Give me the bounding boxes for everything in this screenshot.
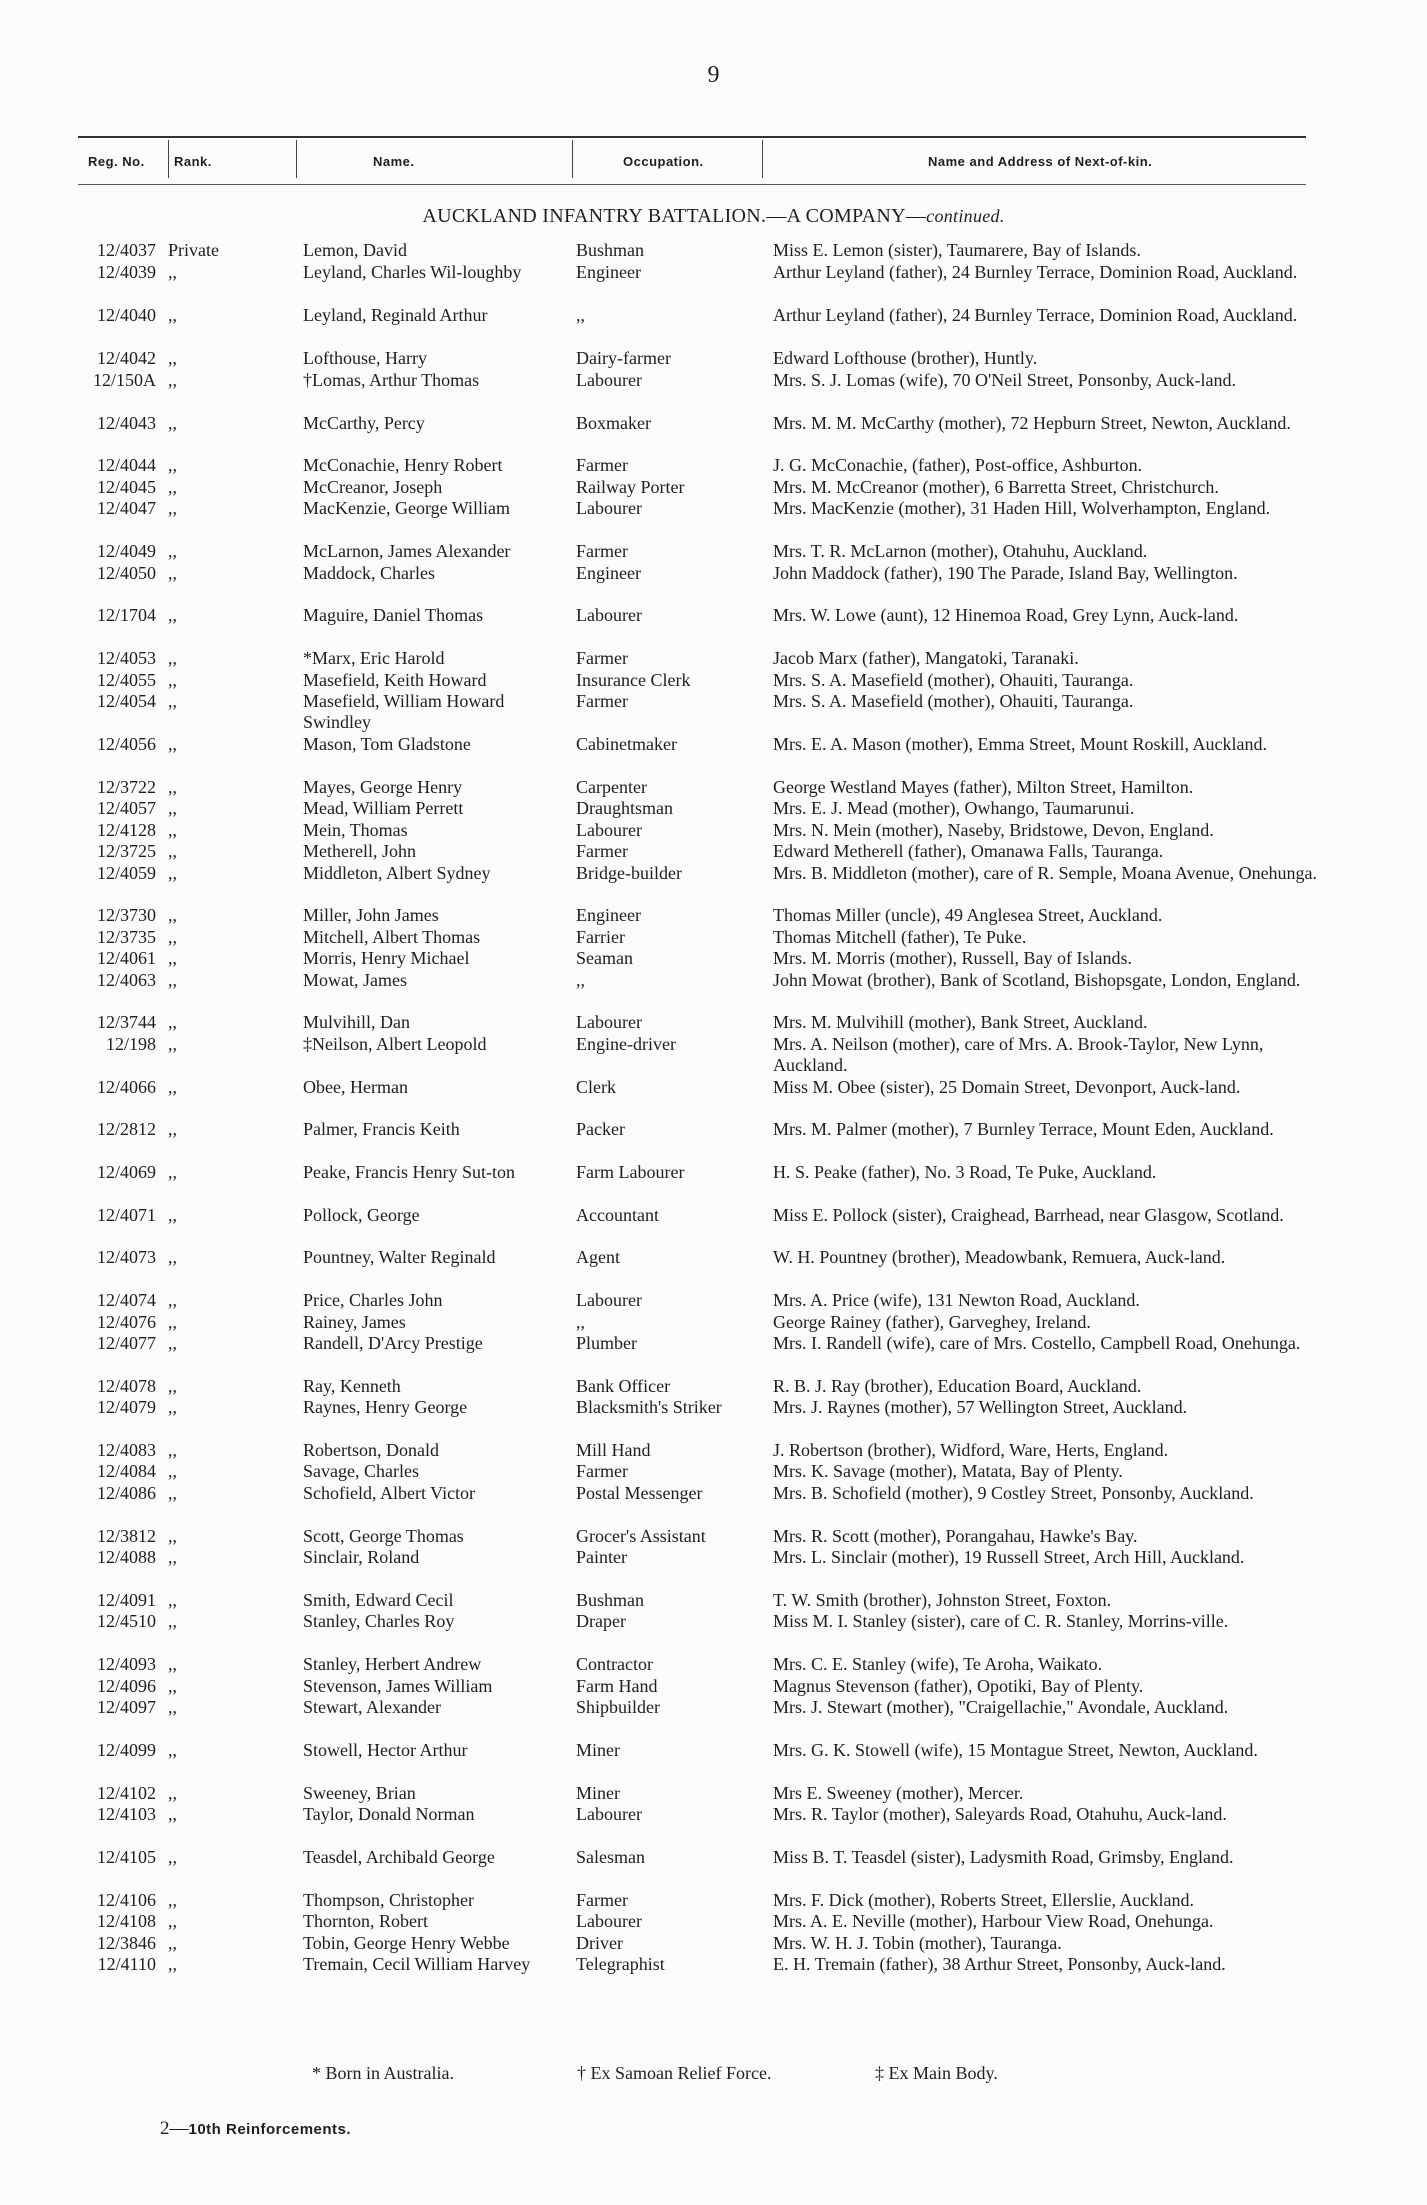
rank: ,, — [168, 777, 177, 797]
next-of-kin: Miss E. Lemon (sister), Taumarere, Bay of Islands. — [773, 240, 1141, 260]
reg-number: 12/4097 — [96, 1697, 156, 1717]
rank: ,, — [168, 798, 177, 818]
occupation: Engineer — [576, 262, 641, 282]
header-reg: Reg. No. — [88, 154, 145, 169]
rank: ,, — [168, 1676, 177, 1696]
reg-number: 12/4045 — [96, 477, 156, 497]
reg-number: 12/3744 — [96, 1012, 156, 1032]
rank: ,, — [168, 863, 177, 883]
next-of-kin: Miss M. Obee (sister), 25 Domain Street, Devonport, Auck-land. — [773, 1077, 1241, 1097]
occupation: Carpenter — [576, 777, 647, 797]
soldier-name: Robertson, Donald — [303, 1440, 439, 1460]
reg-number: 12/4057 — [96, 798, 156, 818]
rank: ,, — [168, 1077, 177, 1097]
soldier-name: Tobin, George Henry Webbe — [303, 1933, 510, 1953]
occupation: Insurance Clerk — [576, 670, 691, 690]
occupation: Farmer — [576, 841, 628, 861]
reg-number: 12/4059 — [96, 863, 156, 883]
soldier-name: Stevenson, James William — [303, 1676, 493, 1696]
rank: ,, — [168, 498, 177, 518]
soldier-name: Price, Charles John — [303, 1290, 443, 1310]
next-of-kin: Mrs. W. H. J. Tobin (mother), Tauranga. — [773, 1933, 1062, 1953]
soldier-name: Mayes, George Henry — [303, 777, 463, 797]
next-of-kin: Mrs. J. Stewart (mother), "Craigellachie," Avondale, Auckland. — [773, 1697, 1229, 1717]
reg-number: 12/3735 — [96, 927, 156, 947]
reg-number: 12/4091 — [96, 1590, 156, 1610]
footnote-main-body: ‡ Ex Main Body. — [875, 2063, 998, 2083]
next-of-kin: T. W. Smith (brother), Johnston Street, Foxton. — [773, 1590, 1112, 1610]
occupation: Dairy-farmer — [576, 348, 671, 368]
next-of-kin: Mrs. T. R. McLarnon (mother), Otahuhu, Auckland. — [773, 541, 1148, 561]
reg-number: 12/4083 — [96, 1440, 156, 1460]
rank: ,, — [168, 348, 177, 368]
occupation: Railway Porter — [576, 477, 685, 497]
next-of-kin: John Maddock (father), 190 The Parade, Island Bay, Wellington. — [773, 563, 1238, 583]
next-of-kin: Mrs. G. K. Stowell (wife), 15 Montague Street, Newton, Auckland. — [773, 1740, 1258, 1760]
reg-number: 12/3846 — [96, 1933, 156, 1953]
rank: ,, — [168, 841, 177, 861]
rank: ,, — [168, 1205, 177, 1225]
occupation: Draughtsman — [576, 798, 673, 818]
rank: ,, — [168, 1954, 177, 1974]
occupation: Grocer's Assistant — [576, 1526, 706, 1546]
soldier-name: Morris, Henry Michael — [303, 948, 470, 968]
occupation: Accountant — [576, 1205, 659, 1225]
soldier-name: MacKenzie, George William — [303, 498, 511, 518]
soldier-name: Tremain, Cecil William Harvey — [303, 1954, 531, 1974]
header-rank: Rank. — [174, 154, 212, 169]
rank: Private — [168, 240, 219, 260]
next-of-kin: Mrs. E. A. Mason (mother), Emma Street, Mount Roskill, Auckland. — [773, 734, 1267, 754]
occupation: Farm Labourer — [576, 1162, 685, 1182]
rank: ,, — [168, 970, 177, 990]
occupation: Boxmaker — [576, 413, 651, 433]
soldier-name: Mason, Tom Gladstone — [303, 734, 471, 754]
reg-number: 12/4078 — [96, 1376, 156, 1396]
occupation: Driver — [576, 1933, 623, 1953]
reg-number: 12/4054 — [96, 691, 156, 711]
soldier-name: Ray, Kenneth — [303, 1376, 401, 1396]
soldier-name: Stewart, Alexander — [303, 1697, 441, 1717]
soldier-name: Maguire, Daniel Thomas — [303, 605, 484, 625]
top-rule — [78, 136, 1306, 138]
header-name: Name. — [373, 154, 415, 169]
reg-number: 12/150A — [93, 370, 156, 390]
soldier-name: Schofield, Albert Victor — [303, 1483, 476, 1503]
reg-number: 12/4055 — [96, 670, 156, 690]
soldier-name: McLarnon, James Alexander — [303, 541, 511, 561]
occupation: Farmer — [576, 455, 628, 475]
reg-number: 12/4077 — [96, 1333, 156, 1353]
reg-number: 12/4105 — [96, 1847, 156, 1867]
occupation: Packer — [576, 1119, 625, 1139]
occupation: Painter — [576, 1547, 627, 1567]
table-header — [78, 146, 1306, 176]
next-of-kin: Mrs. R. Taylor (mother), Saleyards Road, Otahuhu, Auck-land. — [773, 1804, 1227, 1824]
occupation: Shipbuilder — [576, 1697, 660, 1717]
occupation: Farmer — [576, 1890, 628, 1910]
reg-number: 12/3722 — [96, 777, 156, 797]
soldier-name: Leyland, Reginald Arthur — [303, 305, 488, 325]
soldier-name: Lemon, David — [303, 240, 407, 260]
column-divider — [572, 140, 573, 178]
footer-label: 10th Reinforcements. — [188, 2121, 352, 2138]
reg-number: 12/4040 — [96, 305, 156, 325]
soldier-name: Leyland, Charles Wil-loughby — [303, 262, 522, 282]
soldier-name: Obee, Herman — [303, 1077, 408, 1097]
rank: ,, — [168, 413, 177, 433]
footer-number: 2— — [160, 2118, 189, 2139]
rank: ,, — [168, 1783, 177, 1803]
occupation: Farm Hand — [576, 1676, 658, 1696]
occupation: Labourer — [576, 1290, 642, 1310]
reg-number: 12/4069 — [96, 1162, 156, 1182]
reg-number: 12/4049 — [96, 541, 156, 561]
soldier-name: McConachie, Henry Robert — [303, 455, 503, 475]
next-of-kin: Mrs. M. Palmer (mother), 7 Burnley Terrace, Mount Eden, Auckland. — [773, 1119, 1274, 1139]
soldier-name: Smith, Edward Cecil — [303, 1590, 454, 1610]
column-divider — [762, 140, 763, 178]
rank: ,, — [168, 1290, 177, 1310]
next-of-kin: Edward Lofthouse (brother), Huntly. — [773, 348, 1038, 368]
next-of-kin: Mrs. S. A. Masefield (mother), Ohauiti, Tauranga. — [773, 670, 1134, 690]
occupation: Farmer — [576, 691, 628, 711]
next-of-kin: Mrs. M. M. McCarthy (mother), 72 Hepburn Street, Newton, Auckland. — [773, 413, 1291, 433]
occupation: Salesman — [576, 1847, 645, 1867]
next-of-kin: Miss E. Pollock (sister), Craighead, Barrhead, near Glasgow, Scotland. — [773, 1205, 1284, 1225]
rank: ,, — [168, 691, 177, 711]
reg-number: 12/4050 — [96, 563, 156, 583]
soldier-name: Palmer, Francis Keith — [303, 1119, 460, 1139]
occupation: Seaman — [576, 948, 633, 968]
soldier-name: Peake, Francis Henry Sut-ton — [303, 1162, 515, 1182]
soldier-name: Thompson, Christopher — [303, 1890, 474, 1910]
soldier-name: Stanley, Charles Roy — [303, 1611, 455, 1631]
column-divider — [296, 140, 297, 178]
rank: ,, — [168, 1611, 177, 1631]
next-of-kin: J. Robertson (brother), Widford, Ware, Herts, England. — [773, 1440, 1169, 1460]
reg-number: 12/3725 — [96, 841, 156, 861]
next-of-kin: Mrs. A. Price (wife), 131 Newton Road, Auckland. — [773, 1290, 1140, 1310]
rank: ,, — [168, 948, 177, 968]
occupation: Miner — [576, 1783, 620, 1803]
next-of-kin: Arthur Leyland (father), 24 Burnley Terrace, Dominion Road, Auckland. — [773, 262, 1298, 282]
occupation: Clerk — [576, 1077, 616, 1097]
next-of-kin: Mrs. M. Mulvihill (mother), Bank Street, Auckland. — [773, 1012, 1148, 1032]
next-of-kin: Mrs. C. E. Stanley (wife), Te Aroha, Waikato. — [773, 1654, 1103, 1674]
occupation: Engineer — [576, 563, 641, 583]
header-occupation: Occupation. — [623, 154, 704, 169]
next-of-kin: Mrs. E. J. Mead (mother), Owhango, Taumarunui. — [773, 798, 1135, 818]
occupation: Telegraphist — [576, 1954, 665, 1974]
next-of-kin: Arthur Leyland (father), 24 Burnley Terrace, Dominion Road, Auckland. — [773, 305, 1298, 325]
next-of-kin: Mrs E. Sweeney (mother), Mercer. — [773, 1783, 1024, 1803]
soldier-name: Lofthouse, Harry — [303, 348, 427, 368]
soldier-name: Mead, William Perrett — [303, 798, 464, 818]
occupation: Farmer — [576, 1461, 628, 1481]
reg-number: 12/4053 — [96, 648, 156, 668]
rank: ,, — [168, 1911, 177, 1931]
next-of-kin: J. G. McConachie, (father), Post-office, Ashburton. — [773, 455, 1143, 475]
rank: ,, — [168, 1590, 177, 1610]
occupation: Contractor — [576, 1654, 653, 1674]
next-of-kin: George Westland Mayes (father), Milton Street, Hamilton. — [773, 777, 1194, 797]
rank: ,, — [168, 905, 177, 925]
column-divider — [168, 140, 169, 178]
next-of-kin: Mrs. A. E. Neville (mother), Harbour View Road, Onehunga. — [773, 1911, 1214, 1931]
occupation: Labourer — [576, 1012, 642, 1032]
reg-number: 12/1704 — [96, 605, 156, 625]
header-kin: Name and Address of Next-of-kin. — [928, 154, 1153, 169]
reg-number: 12/4043 — [96, 413, 156, 433]
rank: ,, — [168, 1312, 177, 1332]
rank: ,, — [168, 820, 177, 840]
section-continued: continued. — [926, 206, 1005, 226]
occupation: Engineer — [576, 905, 641, 925]
occupation: ,, — [576, 970, 585, 990]
soldier-name: Teasdel, Archibald George — [303, 1847, 495, 1867]
reg-number: 12/4066 — [96, 1077, 156, 1097]
occupation: Labourer — [576, 605, 642, 625]
reg-number: 12/4039 — [96, 262, 156, 282]
rank: ,, — [168, 734, 177, 754]
soldier-name: Miller, John James — [303, 905, 439, 925]
rank: ,, — [168, 1740, 177, 1760]
occupation: Postal Messenger — [576, 1483, 703, 1503]
occupation: Agent — [576, 1247, 620, 1267]
next-of-kin: H. S. Peake (father), No. 3 Road, Te Puke, Auckland. — [773, 1162, 1157, 1182]
next-of-kin: Thomas Mitchell (father), Te Puke. — [773, 927, 1027, 947]
reg-number: 12/3812 — [96, 1526, 156, 1546]
soldier-name: *Marx, Eric Harold — [303, 648, 445, 668]
soldier-name: Pountney, Walter Reginald — [303, 1247, 496, 1267]
rank: ,, — [168, 1247, 177, 1267]
footnote-born-australia: * Born in Australia. — [312, 2063, 454, 2083]
occupation: Labourer — [576, 820, 642, 840]
next-of-kin: Mrs. L. Sinclair (mother), 19 Russell Street, Arch Hill, Auckland. — [773, 1547, 1245, 1567]
soldier-name: Masefield, William Howard Swindley — [303, 691, 505, 732]
soldier-name: Sweeney, Brian — [303, 1783, 416, 1803]
rank: ,, — [168, 1397, 177, 1417]
next-of-kin: R. B. J. Ray (brother), Education Board, Auckland. — [773, 1376, 1142, 1396]
soldier-name: Stanley, Herbert Andrew — [303, 1654, 482, 1674]
occupation: Bushman — [576, 240, 645, 260]
page-footer — [160, 2118, 351, 2140]
reg-number: 12/4084 — [96, 1461, 156, 1481]
occupation: Labourer — [576, 370, 642, 390]
reg-number: 12/4079 — [96, 1397, 156, 1417]
rank: ,, — [168, 1697, 177, 1717]
rank: ,, — [168, 1440, 177, 1460]
occupation: Cabinetmaker — [576, 734, 677, 754]
soldier-name: Mowat, James — [303, 970, 407, 990]
reg-number: 12/4108 — [96, 1911, 156, 1931]
reg-number: 12/4047 — [96, 498, 156, 518]
next-of-kin: Mrs. M. McCreanor (mother), 6 Barretta Street, Christchurch. — [773, 477, 1219, 497]
soldier-name: Pollock, George — [303, 1205, 420, 1225]
reg-number: 12/4096 — [96, 1676, 156, 1696]
reg-number: 12/4106 — [96, 1890, 156, 1910]
reg-number: 12/4102 — [96, 1783, 156, 1803]
occupation: Draper — [576, 1611, 626, 1631]
occupation: Labourer — [576, 1804, 642, 1824]
rank: ,, — [168, 305, 177, 325]
section-title-text: AUCKLAND INFANTRY BATTALION.—A COMPANY— — [422, 205, 927, 227]
next-of-kin: Mrs. R. Scott (mother), Porangahau, Hawke's Bay. — [773, 1526, 1138, 1546]
reg-number: 12/3730 — [96, 905, 156, 925]
rank: ,, — [168, 1376, 177, 1396]
occupation: Blacksmith's Striker — [576, 1397, 722, 1417]
next-of-kin: Mrs. S. A. Masefield (mother), Ohauiti, Tauranga. — [773, 691, 1134, 711]
rank: ,, — [168, 648, 177, 668]
rank: ,, — [168, 1461, 177, 1481]
soldier-name: Stowell, Hector Arthur — [303, 1740, 468, 1760]
reg-number: 12/2812 — [96, 1119, 156, 1139]
rank: ,, — [168, 1119, 177, 1139]
reg-number: 12/4042 — [96, 348, 156, 368]
reg-number: 12/198 — [105, 1034, 156, 1054]
soldier-name: ‡Neilson, Albert Leopold — [303, 1034, 487, 1054]
rank: ,, — [168, 477, 177, 497]
rank: ,, — [168, 1034, 177, 1054]
footnote-samoan-relief: † Ex Samoan Relief Force. — [577, 2063, 772, 2083]
next-of-kin: Mrs. S. J. Lomas (wife), 70 O'Neil Street, Ponsonby, Auck-land. — [773, 370, 1237, 390]
next-of-kin: Mrs. F. Dick (mother), Roberts Street, Ellerslie, Auckland. — [773, 1890, 1194, 1910]
occupation: Labourer — [576, 1911, 642, 1931]
occupation: Engine-driver — [576, 1034, 676, 1054]
reg-number: 12/4061 — [96, 948, 156, 968]
soldier-name: Rainey, James — [303, 1312, 406, 1332]
next-of-kin: Thomas Miller (uncle), 49 Anglesea Street, Auckland. — [773, 905, 1163, 925]
reg-number: 12/4128 — [96, 820, 156, 840]
occupation: Bank Officer — [576, 1376, 671, 1396]
occupation: Miner — [576, 1740, 620, 1760]
occupation: Bushman — [576, 1590, 645, 1610]
rank: ,, — [168, 927, 177, 947]
reg-number: 12/4103 — [96, 1804, 156, 1824]
next-of-kin: Mrs. B. Middleton (mother), care of R. Semple, Moana Avenue, Onehunga. — [773, 863, 1318, 883]
rank: ,, — [168, 1847, 177, 1867]
section-title — [0, 205, 1427, 228]
header-rule — [78, 184, 1306, 185]
occupation: ,, — [576, 305, 585, 325]
soldier-name: McCreanor, Joseph — [303, 477, 443, 497]
rank: ,, — [168, 455, 177, 475]
soldier-name: Savage, Charles — [303, 1461, 419, 1481]
soldier-name: Scott, George Thomas — [303, 1526, 464, 1546]
soldier-name: Thornton, Robert — [303, 1911, 428, 1931]
rank: ,, — [168, 1162, 177, 1182]
reg-number: 12/4037 — [96, 240, 156, 260]
next-of-kin: Mrs. B. Schofield (mother), 9 Costley Street, Ponsonby, Auckland. — [773, 1483, 1254, 1503]
soldier-name: Mitchell, Albert Thomas — [303, 927, 481, 947]
rank: ,, — [168, 1890, 177, 1910]
next-of-kin: E. H. Tremain (father), 38 Arthur Street, Ponsonby, Auck-land. — [773, 1954, 1226, 1974]
soldier-name: Maddock, Charles — [303, 563, 435, 583]
next-of-kin: Mrs. J. Raynes (mother), 57 Wellington Street, Auckland. — [773, 1397, 1188, 1417]
reg-number: 12/4073 — [96, 1247, 156, 1267]
occupation: Labourer — [576, 498, 642, 518]
soldier-name: Mein, Thomas — [303, 820, 408, 840]
reg-number: 12/4099 — [96, 1740, 156, 1760]
soldier-name: Sinclair, Roland — [303, 1547, 420, 1567]
occupation: Farmer — [576, 648, 628, 668]
rank: ,, — [168, 1933, 177, 1953]
next-of-kin: Mrs. A. Neilson (mother), care of Mrs. A. Brook-Taylor, New Lynn, Auckland. — [773, 1034, 1264, 1075]
rank: ,, — [168, 1333, 177, 1353]
next-of-kin: George Rainey (father), Garveghey, Ireland. — [773, 1312, 1091, 1332]
next-of-kin: Jacob Marx (father), Mangatoki, Taranaki. — [773, 648, 1079, 668]
soldier-name: Taylor, Donald Norman — [303, 1804, 475, 1824]
next-of-kin: Magnus Stevenson (father), Opotiki, Bay of Plenty. — [773, 1676, 1144, 1696]
next-of-kin: Mrs. M. Morris (mother), Russell, Bay of Islands. — [773, 948, 1132, 968]
next-of-kin: Edward Metherell (father), Omanawa Falls, Tauranga. — [773, 841, 1164, 861]
reg-number: 12/4093 — [96, 1654, 156, 1674]
occupation: Farrier — [576, 927, 625, 947]
soldier-name: Middleton, Albert Sydney — [303, 863, 491, 883]
reg-number: 12/4088 — [96, 1547, 156, 1567]
reg-number: 12/4044 — [96, 455, 156, 475]
soldier-name: Mulvihill, Dan — [303, 1012, 410, 1032]
soldier-name: Metherell, John — [303, 841, 416, 861]
occupation: Farmer — [576, 541, 628, 561]
rank: ,, — [168, 563, 177, 583]
next-of-kin: Miss B. T. Teasdel (sister), Ladysmith Road, Grimsby, England. — [773, 1847, 1234, 1867]
rank: ,, — [168, 670, 177, 690]
next-of-kin: Mrs. K. Savage (mother), Matata, Bay of Plenty. — [773, 1461, 1123, 1481]
soldier-name: Raynes, Henry George — [303, 1397, 468, 1417]
page-number: 9 — [707, 62, 720, 88]
rank: ,, — [168, 262, 177, 282]
next-of-kin: Mrs. N. Mein (mother), Naseby, Bridstowe, Devon, England. — [773, 820, 1214, 840]
rank: ,, — [168, 1483, 177, 1503]
rank: ,, — [168, 605, 177, 625]
reg-number: 12/4110 — [97, 1954, 156, 1974]
reg-number: 12/4071 — [96, 1205, 156, 1225]
next-of-kin: W. H. Pountney (brother), Meadowbank, Remuera, Auck-land. — [773, 1247, 1226, 1267]
next-of-kin: Mrs. MacKenzie (mother), 31 Haden Hill, Wolverhampton, England. — [773, 498, 1271, 518]
reg-number: 12/4074 — [96, 1290, 156, 1310]
soldier-name: †Lomas, Arthur Thomas — [303, 370, 480, 390]
soldier-name: Masefield, Keith Howard — [303, 670, 487, 690]
reg-number: 12/4056 — [96, 734, 156, 754]
reg-number: 12/4510 — [96, 1611, 156, 1631]
next-of-kin: Mrs. W. Lowe (aunt), 12 Hinemoa Road, Grey Lynn, Auck-land. — [773, 605, 1239, 625]
reg-number: 12/4086 — [96, 1483, 156, 1503]
occupation: Mill Hand — [576, 1440, 651, 1460]
rank: ,, — [168, 1547, 177, 1567]
occupation: Bridge-builder — [576, 863, 682, 883]
rank: ,, — [168, 541, 177, 561]
rank: ,, — [168, 1012, 177, 1032]
rank: ,, — [168, 1526, 177, 1546]
reg-number: 12/4076 — [96, 1312, 156, 1332]
rank: ,, — [168, 1654, 177, 1674]
occupation: Plumber — [576, 1333, 637, 1353]
soldier-name: McCarthy, Percy — [303, 413, 425, 433]
soldier-name: Randell, D'Arcy Prestige — [303, 1333, 483, 1353]
rank: ,, — [168, 370, 177, 390]
rank: ,, — [168, 1804, 177, 1824]
reg-number: 12/4063 — [96, 970, 156, 990]
next-of-kin: Miss M. I. Stanley (sister), care of C. R. Stanley, Morrins-ville. — [773, 1611, 1229, 1631]
next-of-kin: Mrs. I. Randell (wife), care of Mrs. Costello, Campbell Road, Onehunga. — [773, 1333, 1301, 1353]
next-of-kin: John Mowat (brother), Bank of Scotland, Bishopsgate, London, England. — [773, 970, 1301, 990]
occupation: ,, — [576, 1312, 585, 1332]
